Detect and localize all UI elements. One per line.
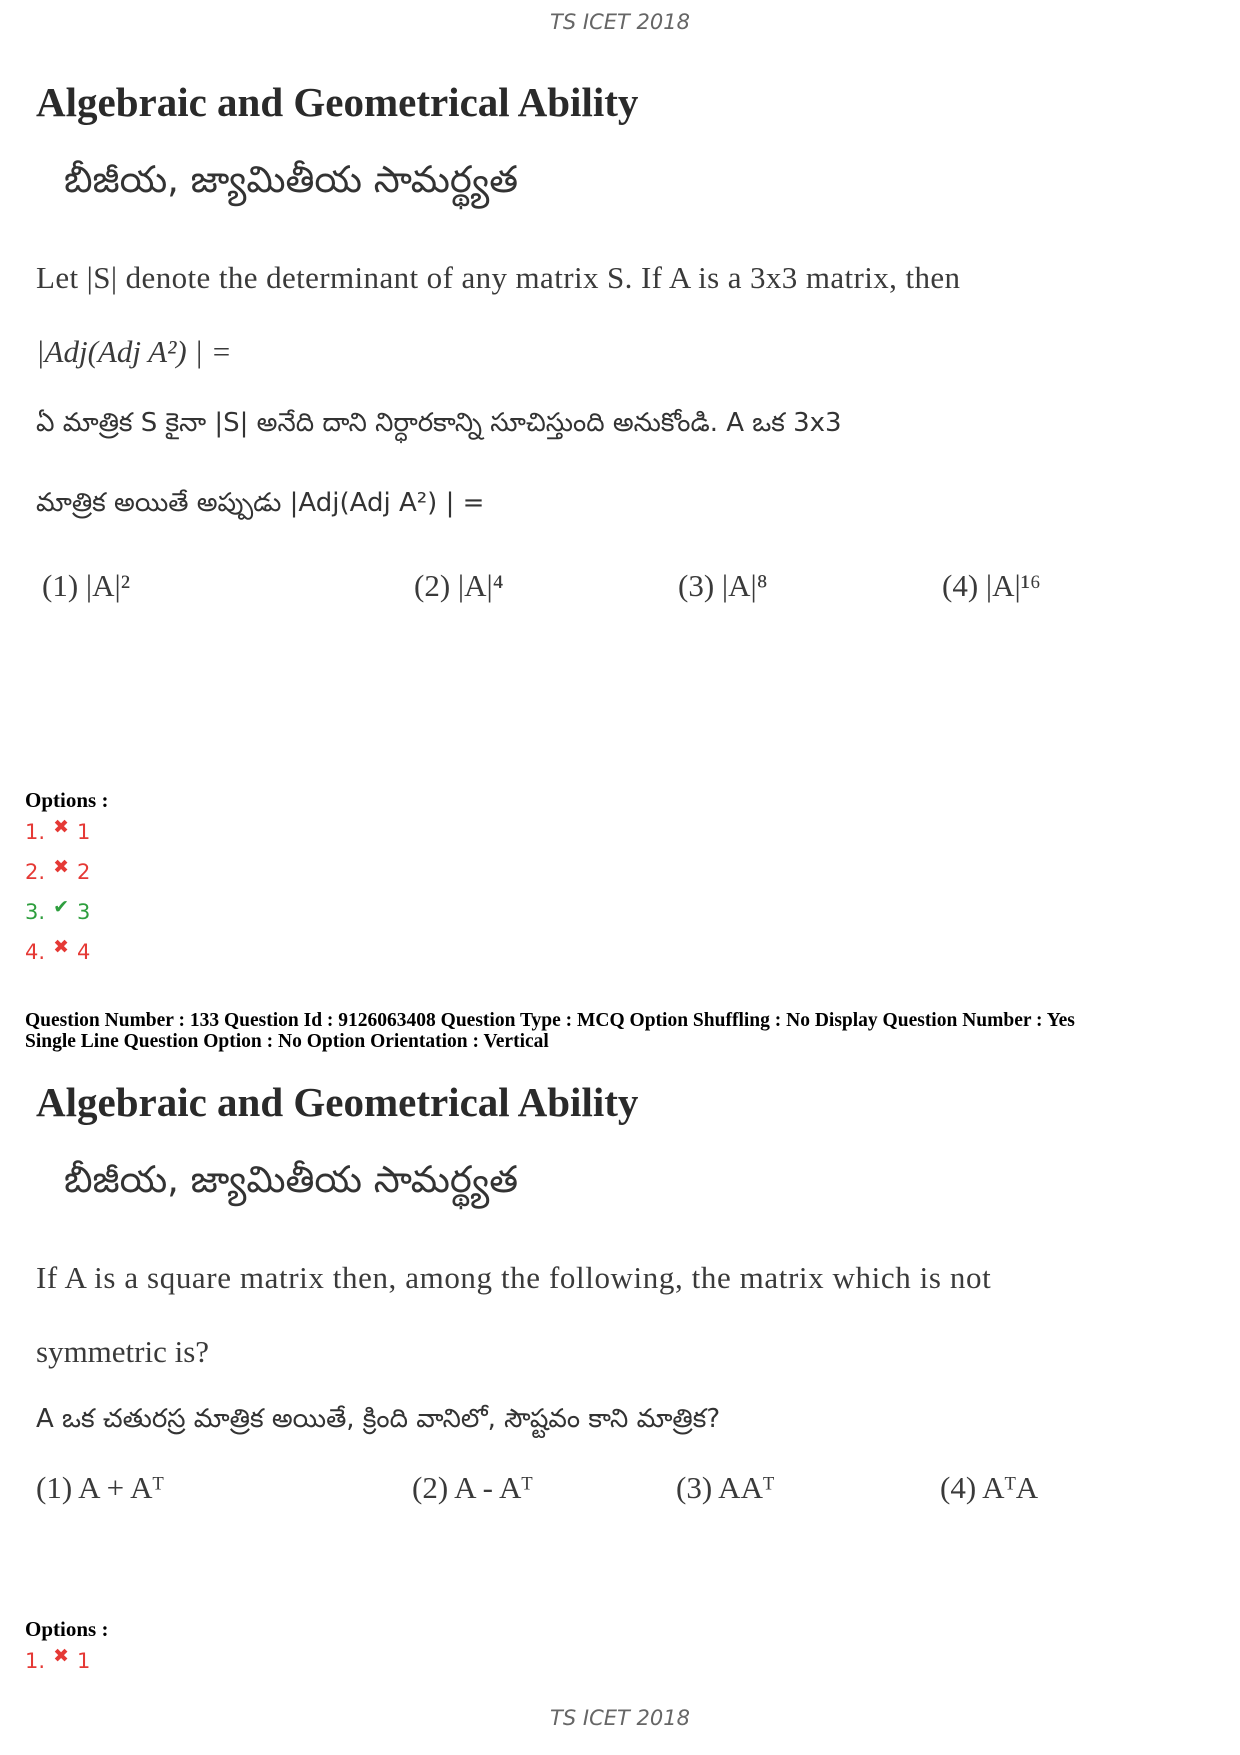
choice-4: (4) AᵀA xyxy=(940,1470,1039,1505)
options-label: Options : xyxy=(25,788,109,812)
choice-1: (1) |A|² xyxy=(42,568,130,603)
option-value: 3 xyxy=(77,900,91,924)
question-text-en-line1: If A is a square matrix then, among the following, the matrix which is not xyxy=(36,1260,992,1295)
option-number: 4. xyxy=(25,940,46,964)
option-1 xyxy=(25,1647,90,1675)
question-text-en-line2: symmetric is? xyxy=(36,1334,210,1369)
option-value: 4 xyxy=(77,940,91,964)
question-meta xyxy=(25,1010,1225,1052)
question-text-te-line1: A ఒక చతురస్ర మాత్రిక అయితే, క్రింది వానిలో, సౌష్టవం కాని మాత్రిక? xyxy=(36,1404,721,1434)
cross-icon: ✖ xyxy=(53,1645,69,1667)
question-text-te-line1: ఏ మాత్రిక S కైనా |S| అనేది దాని నిర్ధారకాన్ని సూచిస్తుంది అనుకోండి. A ఒక 3x3 xyxy=(36,408,842,438)
cross-icon: ✖ xyxy=(53,856,69,878)
choice-3: (3) AAᵀ xyxy=(676,1470,775,1505)
option-number: 1. xyxy=(25,820,46,844)
question-132-image xyxy=(36,78,1136,612)
cross-icon: ✖ xyxy=(53,816,69,838)
question-text-te-line2: మాత్రిక అయితే అప్పుడు |Adj(Adj A²) | = xyxy=(36,488,485,518)
answer-choices xyxy=(36,568,1136,612)
question-text-en-line2: |Adj(Adj A²) | = xyxy=(36,334,232,369)
choice-1: (1) A + Aᵀ xyxy=(36,1470,164,1505)
page-header: TS ICET 2018 xyxy=(550,10,690,34)
cross-icon: ✖ xyxy=(53,936,69,958)
section-title-telugu: బీజీయ, జ్యామితీయ సామర్థ్యత xyxy=(64,158,519,201)
question-meta-line2: Single Line Question Option : No Option Orientation : Vertical xyxy=(25,1031,549,1052)
section-title: Algebraic and Geometrical Ability xyxy=(36,79,639,125)
choice-4: (4) |A|¹⁶ xyxy=(942,568,1041,603)
option-3 xyxy=(25,898,90,926)
question-133-image xyxy=(36,1078,1136,1514)
check-icon: ✔ xyxy=(53,896,69,918)
option-number: 1. xyxy=(25,1649,46,1673)
question-meta-line1: Question Number : 133 Question Id : 9126063408 Question Type : MCQ Option Shuffling : No Display Question Number : Yes xyxy=(25,1010,1075,1031)
option-number: 2. xyxy=(25,860,46,884)
page-footer: TS ICET 2018 xyxy=(550,1706,690,1730)
choice-2: (2) |A|⁴ xyxy=(414,568,504,603)
section-title: Algebraic and Geometrical Ability xyxy=(36,1079,639,1125)
choice-3: (3) |A|⁸ xyxy=(678,568,768,603)
question-text-en-line1: Let |S| denote the determinant of any matrix S. If A is a 3x3 matrix, then xyxy=(36,260,961,295)
option-number: 3. xyxy=(25,900,46,924)
options-label: Options : xyxy=(25,1617,109,1641)
choice-2: (2) A - Aᵀ xyxy=(412,1470,533,1505)
option-1 xyxy=(25,818,90,846)
option-value: 1 xyxy=(77,1649,91,1673)
option-value: 2 xyxy=(77,860,91,884)
option-value: 1 xyxy=(77,820,91,844)
option-2 xyxy=(25,858,90,886)
answer-choices xyxy=(36,1470,1136,1514)
section-title-telugu: బీజీయ, జ్యామితీయ సామర్థ్యత xyxy=(64,1158,519,1201)
option-4 xyxy=(25,938,90,966)
